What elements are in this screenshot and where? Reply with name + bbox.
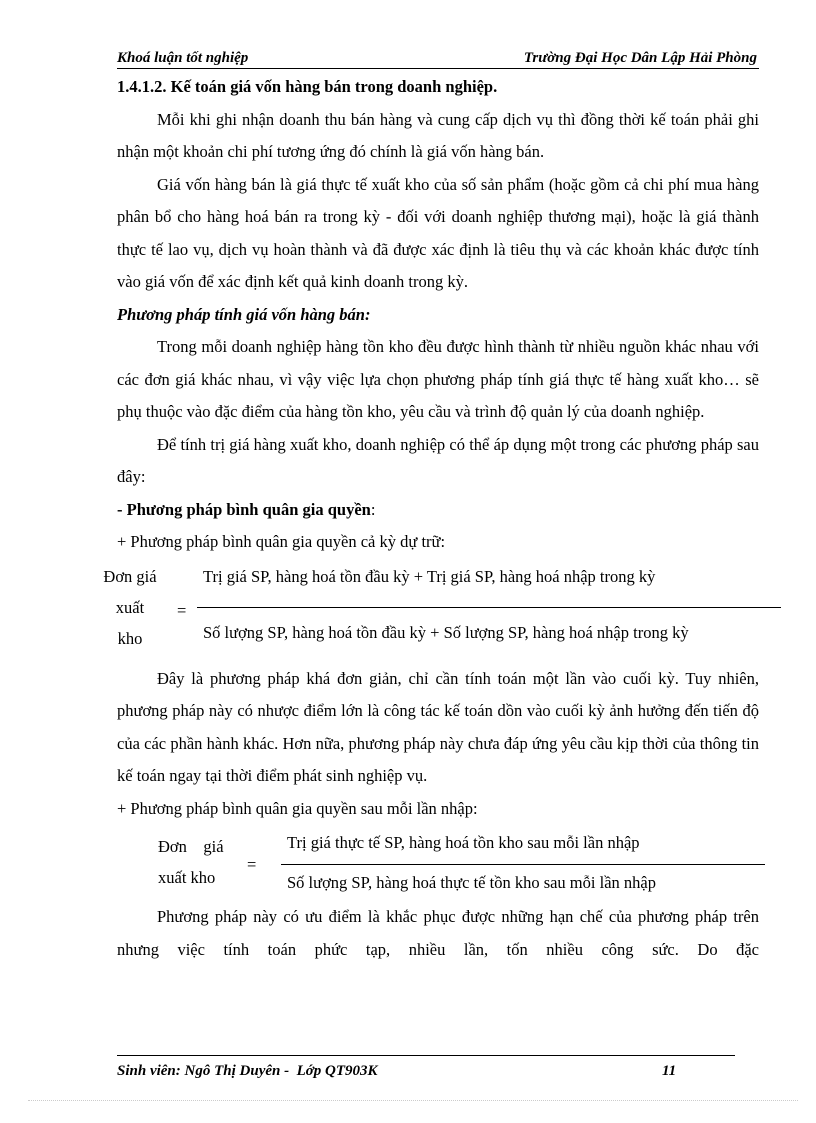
weighted-average-heading-colon: :	[370, 499, 376, 519]
page-header	[117, 48, 759, 69]
page-bottom-border	[28, 1100, 798, 1101]
weighted-average-heading	[117, 494, 759, 527]
paragraph-3: Trong mỗi doanh nghiệp hàng tồn kho đều được hình thành từ nhiều nguồn khác nhau với các đơn giá khác nhau, vì vậy việc lựa chọn phương pháp tính giá thực tế hàng xuất kho… sẽ phụ thuộc vào đặc điểm của hàng tồn kho, yêu cầu và trình độ quản lý của doanh nghiệp.	[117, 337, 759, 421]
footer-rule	[117, 1055, 735, 1056]
sub-method-1: + Phương pháp bình quân gia quyền cả kỳ dự trữ:	[117, 532, 446, 551]
formula-1-denominator: Số lượng SP, hàng hoá tồn đầu kỳ + Số lượng SP, hàng hoá nhập trong kỳ	[203, 622, 689, 642]
sub-method-2: + Phương pháp bình quân gia quyền sau mỗi lần nhập:	[117, 798, 478, 818]
formula-1-label-line-2: xuất	[115, 597, 145, 617]
paragraph-1: Mỗi khi ghi nhận doanh thu bán hàng và cung cấp dịch vụ thì đồng thời kế toán phải ghi nhận một khoản chi phí tương ứng đó chính là giá vốn hàng bán.	[117, 109, 759, 161]
paragraph-6: Phương pháp này có ưu điểm là khắc phục được những hạn chế của phương pháp trên nhưng việc tính toán phức tạp, nhiều lần, tốn nhiều công sức. Do đặc	[117, 907, 759, 959]
paragraph-2: Giá vốn hàng bán là giá thực tế xuất kho của số sản phẩm (hoặc gồm cả chi phí mua hàng phân bổ cho hàng hoá bán ra trong kỳ - đối với doanh nghiệp thương mại), hoặc là giá thành thực tế lao vụ, dịch vụ hoàn thành và đã được xác định là tiêu thụ và các khoản khác được tính vào giá vốn để xác định kết quả kinh doanh trong kỳ.	[117, 174, 759, 291]
formula-1-label-line-1: Đơn giá	[103, 566, 157, 586]
section-title: 1.4.1.2. Kế toán giá vốn hàng bán trong doanh nghiệp.	[117, 77, 498, 96]
formula-1-numerator: Trị giá SP, hàng hoá tồn đầu kỳ + Trị giá SP, hàng hoá nhập trong kỳ	[203, 566, 656, 586]
page-body	[103, 71, 759, 966]
weighted-average-heading-text: - Phương pháp bình quân gia quyền	[117, 499, 371, 519]
formula-1-equals: =	[177, 600, 187, 620]
formula-2-label	[158, 831, 238, 893]
formula-2-denominator: Số lượng SP, hàng hoá thực tế tồn kho sau mỗi lần nhập	[287, 873, 656, 892]
method-heading: Phương pháp tính giá vốn hàng bán:	[117, 304, 371, 324]
footer-student-info: Sinh viên: Ngô Thị Duyên - Lớp QT903K	[117, 1063, 378, 1079]
formula-2-equals: =	[247, 855, 257, 874]
formula-2-numerator: Trị giá thực tế SP, hàng hoá tồn kho sau mỗi lần nhập	[287, 833, 640, 852]
formula-period-average	[103, 561, 759, 657]
header-thesis-title: Khoá luận tốt nghiệp	[117, 50, 249, 66]
formula-2-label-line-2: xuất kho	[158, 868, 216, 887]
formula-1-fraction-bar	[197, 607, 781, 608]
formula-2-fraction-bar	[281, 864, 765, 865]
page-footer	[117, 1061, 735, 1081]
page-number: 11	[662, 1063, 677, 1079]
paragraph-4: Để tính trị giá hàng xuất kho, doanh nghiệp có thể áp dụng một trong các phương pháp sau đây:	[117, 434, 759, 486]
formula-1-label	[100, 561, 160, 654]
formula-moving-average	[117, 827, 759, 899]
header-university: Trường Đại Học Dân Lập Hải Phòng	[523, 50, 757, 66]
paragraph-5: Đây là phương pháp khá đơn giản, chỉ cần tính toán một lần vào cuối kỳ. Tuy nhiên, phương pháp này có nhược điểm lớn là công tác kế toán dồn vào cuối kỳ ảnh hưởng đến tiến độ của các phần hành khác. Hơn nữa, phương pháp này chưa đáp ứng yêu cầu kịp thời của thông tin kế toán ngay tại thời điểm phát sinh nghiệp vụ.	[117, 668, 759, 785]
formula-1-label-line-3: kho	[117, 628, 143, 648]
formula-2-label-line-1: Đơn giá	[158, 837, 224, 856]
